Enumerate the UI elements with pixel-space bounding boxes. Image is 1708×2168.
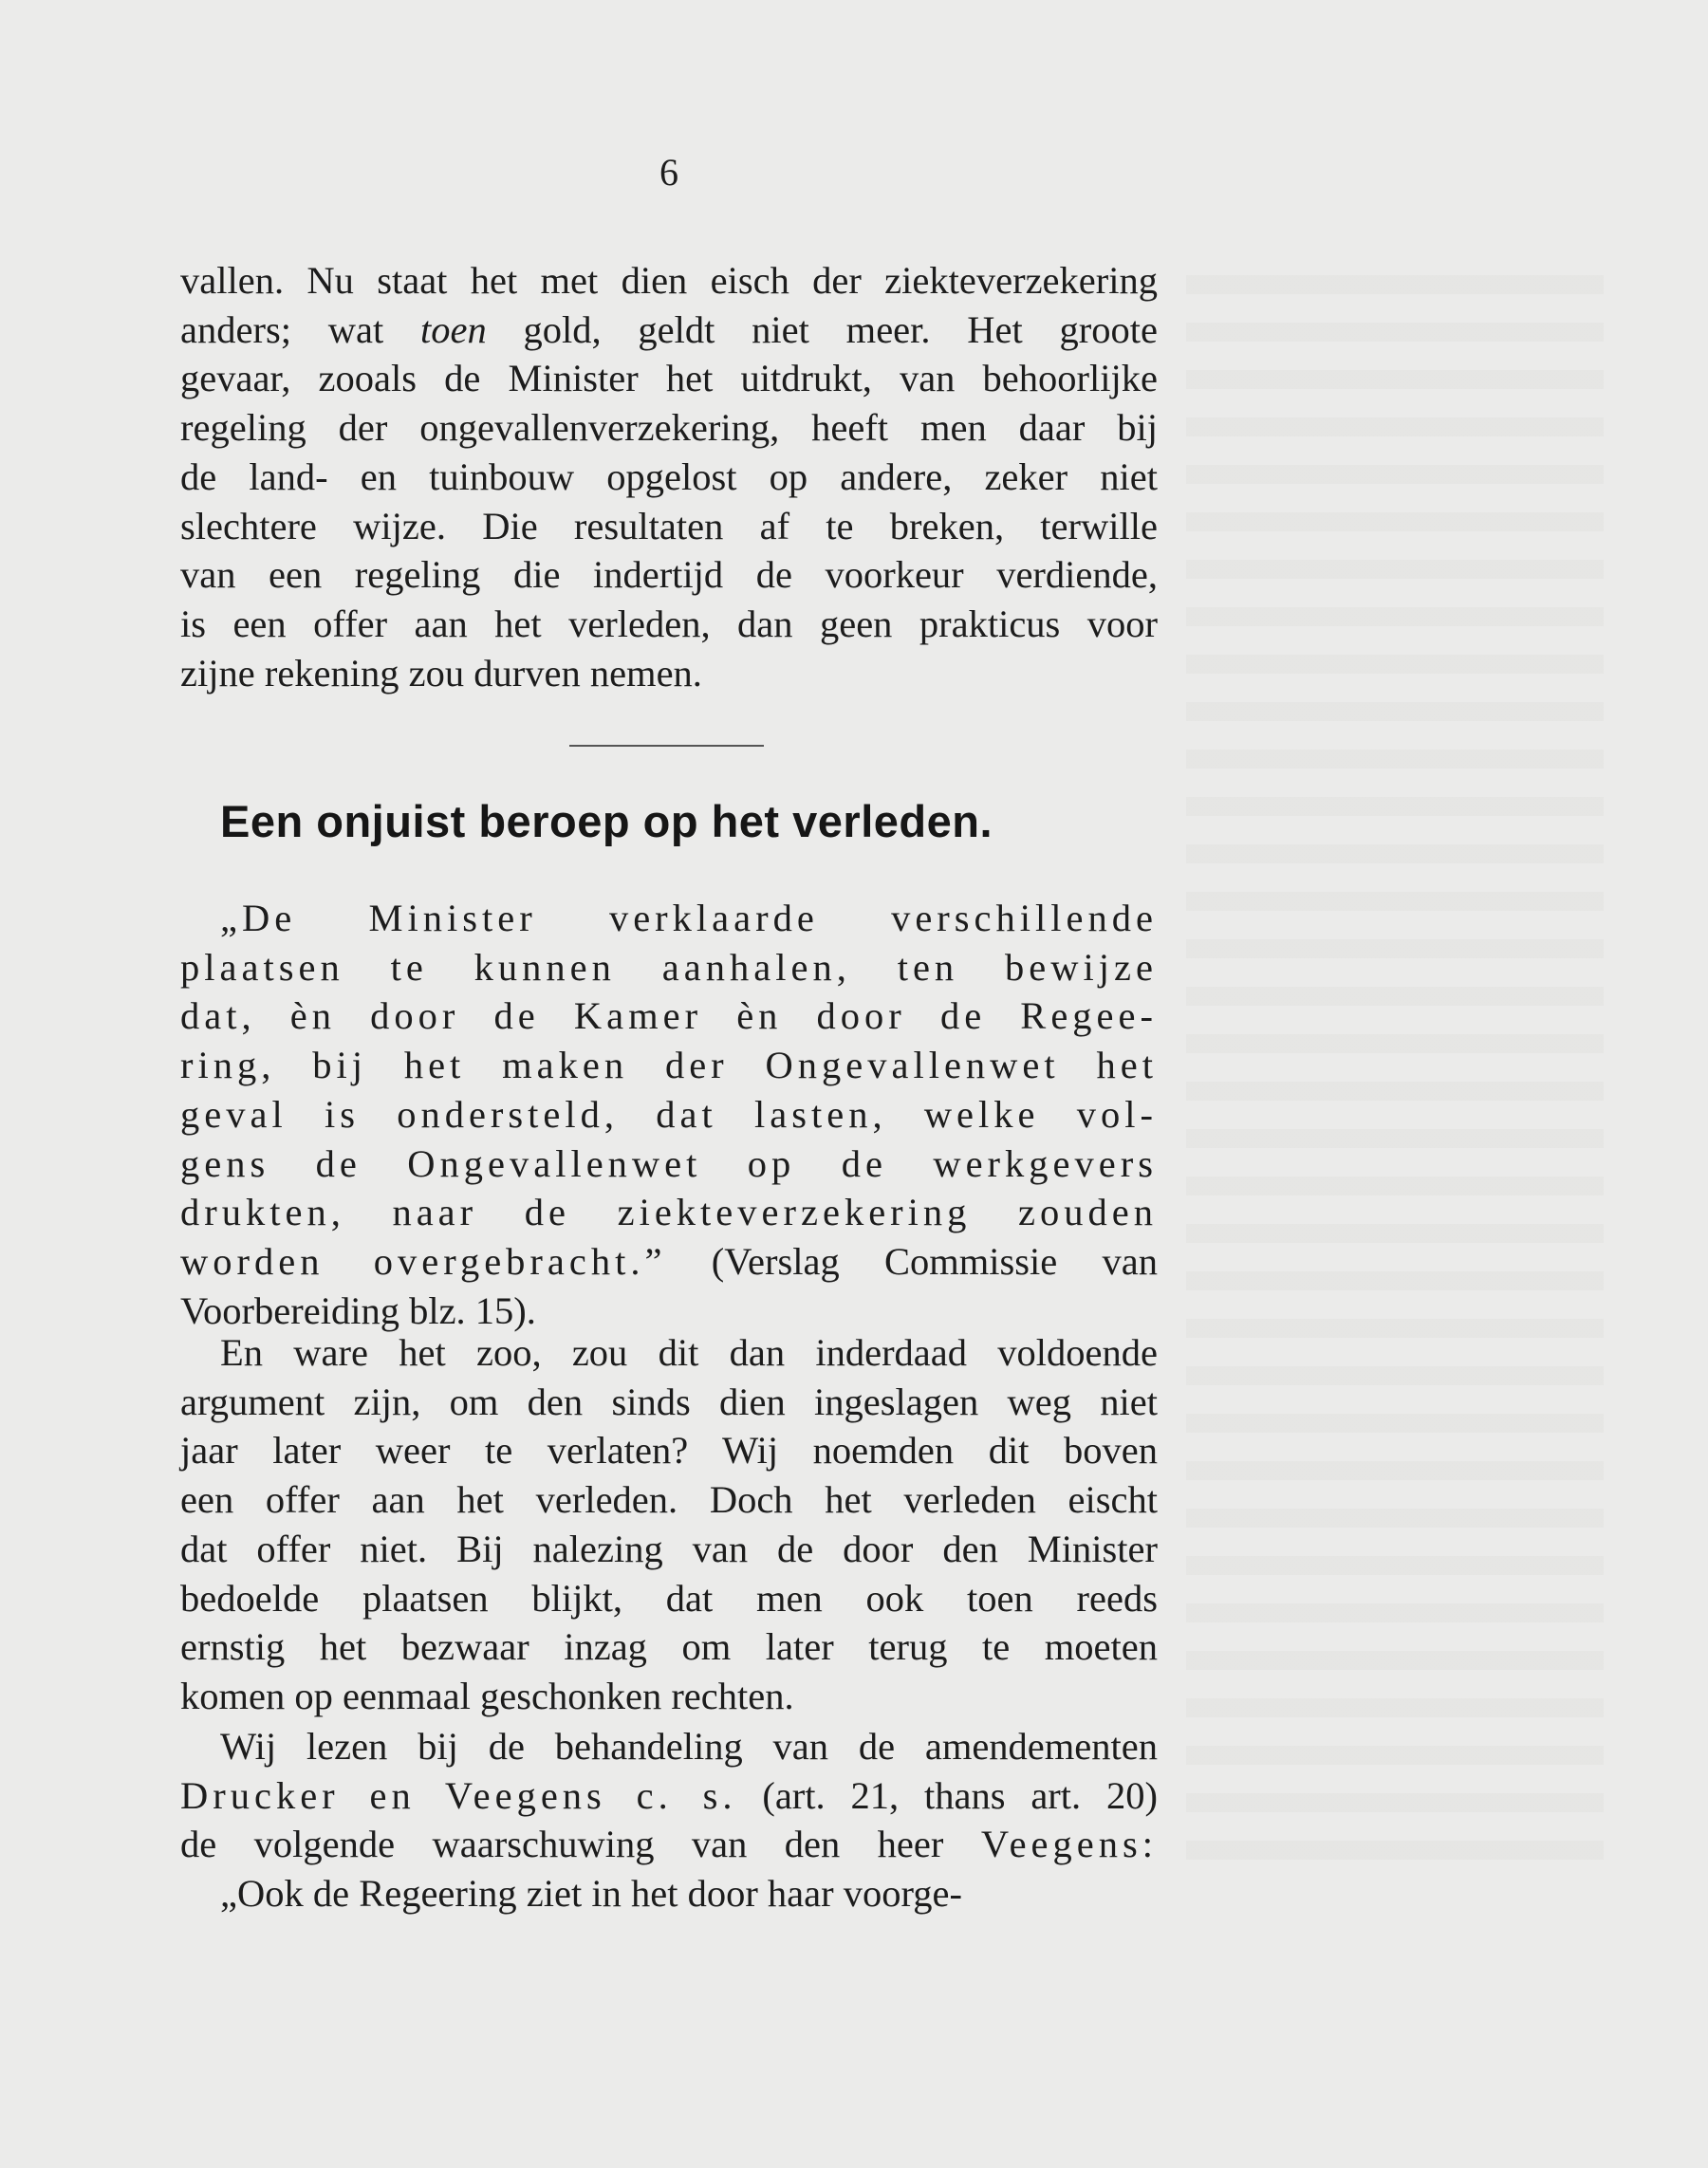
- section-divider: [569, 745, 764, 747]
- text-line: „De Minister verklaarde verschillende: [220, 897, 1158, 939]
- text-line: En ware het zoo, zou dit dan inderdaad voldoende: [220, 1331, 1158, 1374]
- text-line: slechtere wijze. Die resultaten af te breken, terwille: [180, 504, 1158, 547]
- paragraph: [180, 1328, 1158, 1721]
- text-line: plaatsen te kunnen aanhalen, ten bewijze: [180, 945, 1158, 989]
- text-line: dat offer niet. Bij nalezing van de door den Minister: [180, 1527, 1158, 1570]
- page-number: 6: [659, 151, 678, 194]
- text-line: de land- en tuinbouw opgelost op andere, zeker niet: [180, 454, 1158, 498]
- text-line: gens de Ongevallenwet op de werkgevers: [180, 1141, 1158, 1185]
- text-line: drukten, naar de ziekteverzekering zouden: [180, 1191, 1158, 1234]
- text-line: zijne rekening zou durven nemen.: [180, 651, 702, 695]
- text-line: vallen. Nu staat het met dien eisch der ziekteverzekering: [180, 259, 1158, 302]
- text-line: gevaar, zooals de Minister het uitdrukt, van behoorlijke: [180, 357, 1158, 400]
- text-line: ernstig het bezwaar inzag om later terug te moeten: [180, 1625, 1158, 1669]
- text-line: anders; wat toen gold, geldt niet meer. Het groote: [180, 307, 1159, 351]
- text-line: bedoelde plaatsen blijkt, dat men ook toen reeds: [180, 1576, 1158, 1620]
- text-line: Wij lezen bij de behandeling van de amendementen: [220, 1725, 1158, 1768]
- text-line: dat, èn door de Kamer èn door de Regee-: [180, 994, 1158, 1038]
- text-line: geval is ondersteld, dat lasten, welke vol-: [180, 1092, 1158, 1136]
- text-line: van een regeling die indertijd de voorkeur verdiende,: [180, 553, 1158, 597]
- text-line: ring, bij het maken der Ongevallenwet het: [180, 1044, 1158, 1087]
- text-line: jaar later weer te verlaten? Wij noemden dit boven: [180, 1429, 1158, 1473]
- text-line: argument zijn, om den sinds dien ingeslagen weg niet: [180, 1380, 1158, 1423]
- text-line: de volgende waarschuwing van den heer Veegens:: [180, 1823, 1159, 1866]
- text-line: een offer aan het verleden. Doch het verleden eischt: [180, 1478, 1158, 1522]
- text-line: regeling der ongevallenverzekering, heeft men daar bij: [180, 406, 1158, 450]
- text-line: is een offer aan het verleden, dan geen prakticus voor: [180, 602, 1158, 645]
- quoted-paragraph: [180, 894, 1158, 1335]
- text-line: worden overgebracht.” (Verslag Commissie van: [180, 1239, 1158, 1283]
- paragraph-continuation: [180, 256, 1158, 697]
- section-heading: Een onjuist beroep op het verleden.: [220, 796, 993, 846]
- text-line: „Ook de Regeering ziet in het door haar voorge-: [220, 1872, 962, 1916]
- paragraph: [180, 1722, 1158, 1918]
- bleed-through-shadow: [1186, 247, 1604, 1860]
- italic-word: toen: [420, 307, 487, 351]
- text-line: Drucker en Veegens c. s. (art. 21, thans art. 20): [180, 1773, 1158, 1817]
- text-line: Voorbereiding blz. 15).: [180, 1288, 536, 1332]
- text-line: komen op eenmaal geschonken rechten.: [180, 1674, 794, 1717]
